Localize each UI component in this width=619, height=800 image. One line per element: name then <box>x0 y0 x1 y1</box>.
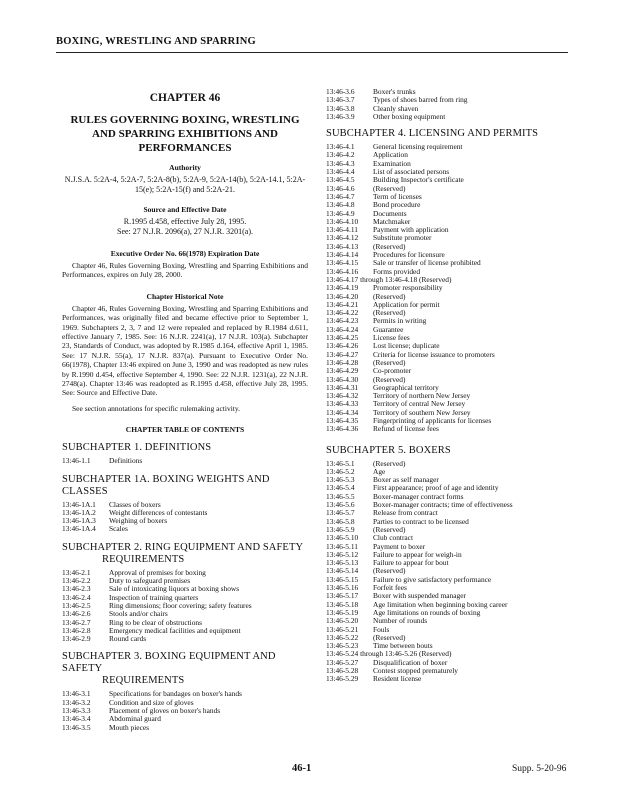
section-title: Guarantee <box>373 324 404 334</box>
section-title: Term of licenses <box>373 191 422 201</box>
section-number: 13:46-5.20 <box>326 616 359 626</box>
section-number: 13:46-5.19 <box>326 607 359 617</box>
toc-row <box>326 376 574 384</box>
section-title: First appearance; proof of age and identity <box>373 483 499 493</box>
section-title: Territory of central New Jersey <box>373 399 466 409</box>
toc-row <box>326 201 574 209</box>
toc-row <box>326 667 574 675</box>
section-number: 13:46-2.6 <box>62 609 91 619</box>
section-title: Bond procedure <box>373 200 421 210</box>
toc-row <box>326 326 574 334</box>
section-title: Boxer-manager contracts; time of effectiveness <box>373 500 513 510</box>
section-number: 13:46-4.36 <box>326 424 359 434</box>
section-title: Territory of southern New Jersey <box>373 407 471 417</box>
section-number: 13:46-3.6 <box>326 87 355 96</box>
toc-row <box>62 457 308 465</box>
section-title: Emergency medical facilities and equipment <box>109 625 241 635</box>
section-title: Forms provided <box>373 266 421 276</box>
section-number: 13:46-4.6 <box>326 183 355 193</box>
section-title: Club contract <box>373 533 414 543</box>
toc-row <box>326 317 574 325</box>
section-number: 13:46-3.3 <box>62 706 91 716</box>
toc-row <box>326 259 574 267</box>
section-number: 13:46-1A.2 <box>62 507 96 517</box>
section-title: (Reserved) <box>373 357 406 367</box>
subchapter-title <box>62 474 308 498</box>
section-number: 13:46-4.33 <box>326 399 359 409</box>
section-title: Specifications for bandages on boxer's hands <box>109 689 242 699</box>
section-number: 13:46-5.22 <box>326 632 359 642</box>
toc-row <box>326 609 574 617</box>
executive-order-text: Chapter 46, Rules Governing Boxing, Wrestling and Sparring Exhibitions and Performances, expires on July 28, 2000. <box>62 261 308 280</box>
section-title: License fees <box>373 333 410 343</box>
toc-row <box>62 635 308 643</box>
subchapter-title-text: SUBCHAPTER 4. LICENSING AND PERMITS <box>326 128 539 140</box>
annotations-note: See section annotations for specific rulemaking activity. <box>72 403 241 413</box>
section-number: 13:46-5.7 <box>326 508 355 518</box>
toc-row <box>326 218 574 226</box>
section-title: Placement of gloves on boxer's hands <box>109 706 221 716</box>
source-line-1: R.1995 d.458, effective July 28, 1995. <box>123 217 247 226</box>
toc-row <box>326 675 574 683</box>
toc-row <box>326 551 574 559</box>
toc-row <box>326 617 574 625</box>
right-subchapter-list <box>326 128 574 683</box>
section-number: 13:46-3.1 <box>62 689 91 699</box>
toc-row <box>326 417 574 425</box>
section-number: 13:46-2.1 <box>62 567 91 577</box>
section-number: 13:46-5.6 <box>326 500 355 510</box>
chapter-number: CHAPTER 46 <box>149 92 221 104</box>
authority-text: N.J.S.A. 5:2A-4, 5:2A-7, 5:2A-8(b), 5:2A-9, 5:2A-14(b), 5:2A-14.1, 5:2A-15(e); 5:2A-15(f) and 5:2A-21. <box>64 175 306 194</box>
section-title: Contest stopped prematurely <box>373 666 458 675</box>
subchapter-title <box>62 651 308 687</box>
toc-row <box>326 518 574 526</box>
section-title: Application for permit <box>373 299 440 309</box>
subchapter-title <box>326 445 574 457</box>
section-number: 13:46-2.3 <box>62 584 91 594</box>
section-number: 13:46-5.2 <box>326 466 355 476</box>
section-title: Sale or transfer of license prohibited <box>373 258 481 268</box>
section-number: 13:46-4.25 <box>326 333 359 343</box>
toc-row <box>62 707 308 715</box>
section-title: Geographical territory <box>373 382 439 392</box>
section-number: 13:46-5.17 <box>326 591 359 601</box>
section-number: 13:46-5.15 <box>326 574 359 584</box>
section-number: 13:46-4.19 <box>326 283 359 293</box>
section-number: 13:46-4.1 <box>326 142 355 152</box>
section-number: 13:46-4.30 <box>326 374 359 384</box>
section-title: Sale of intoxicating liquors at boxing shows <box>109 584 240 594</box>
section-number: 13:46-4.5 <box>326 175 355 185</box>
section-number: 13:46-4.26 <box>326 341 359 351</box>
section-number: 13:46-4.16 <box>326 266 359 276</box>
section-number: 13:46-1A.4 <box>62 524 96 534</box>
section-title: Inspection of training quarters <box>109 592 199 602</box>
section-title: Examination <box>373 158 411 168</box>
section-number: 13:46-4.11 <box>326 225 358 235</box>
section-title: Weight differences of contestants <box>109 507 208 517</box>
toc-row <box>326 367 574 375</box>
section-number: 13:46-2.2 <box>62 576 91 586</box>
section-title: Age limitation when beginning boxing career <box>373 599 508 609</box>
section-title: Forfeit fees <box>373 583 407 593</box>
toc-range-row: 13:46-4.17 through 13:46-4.18 (Reserved) <box>326 274 452 284</box>
section-title: (Reserved) <box>373 183 406 193</box>
section-title: Weighing of boxers <box>109 516 168 526</box>
section-number: 13:46-4.29 <box>326 366 359 376</box>
section-title: (Reserved) <box>373 524 406 534</box>
section-title: Release from contract <box>373 508 438 518</box>
toc-row <box>326 210 574 218</box>
section-title: Matchmaker <box>373 216 411 226</box>
section-number: 13:46-4.23 <box>326 316 359 326</box>
section-number: 13:46-4.24 <box>326 324 359 334</box>
section-title: Territory of northern New Jersey <box>373 391 471 401</box>
historical-note-heading: Chapter Historical Note <box>146 291 224 301</box>
section-number: 13:46-5.13 <box>326 558 359 568</box>
section-title: Boxer-manager contract forms <box>373 491 464 501</box>
section-number: 13:46-4.27 <box>326 349 359 359</box>
section-number: 13:46-2.9 <box>62 634 91 644</box>
section-number: 13:46-2.7 <box>62 617 91 627</box>
toc-row <box>326 193 574 201</box>
section-number: 13:46-4.28 <box>326 357 359 367</box>
section-title: Scales <box>109 524 128 534</box>
section-list <box>62 690 308 731</box>
authority-heading: Authority <box>169 163 201 172</box>
section-number: 13:46-5.23 <box>326 641 359 651</box>
section-title: Disqualification of boxer <box>373 657 448 667</box>
section-title: Age <box>373 466 386 476</box>
toc-row <box>326 243 574 251</box>
section-title: Number of rounds <box>373 616 428 626</box>
section-number: 13:46-4.21 <box>326 299 359 309</box>
section-number: 13:46-4.22 <box>326 308 359 318</box>
section-number: 13:46-5.9 <box>326 524 355 534</box>
source-heading: Source and Effective Date <box>143 205 227 214</box>
section-number: 13:46-5.4 <box>326 483 355 493</box>
section-title: Boxer as self manager <box>373 475 439 485</box>
section-number: 13:46-4.32 <box>326 391 359 401</box>
section-number: 13:46-5.1 <box>326 458 355 468</box>
section-title: Fouls <box>373 624 390 634</box>
section-number: 13:46-3.5 <box>62 722 91 732</box>
toc-row <box>62 517 308 525</box>
section-title: Duty to safeguard premises <box>109 576 191 586</box>
toc-row <box>326 160 574 168</box>
section-number: 13:46-1A.3 <box>62 516 96 526</box>
toc-row <box>326 96 574 104</box>
toc-row <box>326 301 574 309</box>
toc-row <box>326 526 574 534</box>
toc-row <box>326 576 574 584</box>
subchapter-title <box>62 442 308 454</box>
section-number: 13:46-4.8 <box>326 200 355 210</box>
subchapter-title-text: SUBCHAPTER 1. DEFINITIONS <box>62 442 212 454</box>
toc-row <box>62 525 308 533</box>
toc-row <box>326 113 574 121</box>
toc-row <box>326 425 574 433</box>
left-column <box>62 92 308 732</box>
subchapter-title-text: SUBCHAPTER 5. BOXERS <box>326 444 451 456</box>
subchapter-title <box>62 542 308 566</box>
toc-row <box>326 293 574 301</box>
toc-row <box>326 226 574 234</box>
toc-row <box>326 468 574 476</box>
section-title: Boxer's trunks <box>373 87 416 96</box>
section-title: Building Inspector's certificate <box>373 175 464 185</box>
section-title: Cleanly shaven <box>373 103 419 113</box>
section-title: Documents <box>373 208 407 218</box>
section-title: Time between bouts <box>373 641 433 651</box>
section-number: 13:46-5.14 <box>326 566 359 576</box>
section-number: 13:46-3.9 <box>326 111 355 121</box>
toc-row <box>326 460 574 468</box>
toc-row <box>62 715 308 723</box>
left-subchapter-list <box>62 442 308 732</box>
section-number: 13:46-5.12 <box>326 549 359 559</box>
section-number: 13:46-5.28 <box>326 666 359 675</box>
section-title: Approval of premises for boxing <box>109 567 206 577</box>
section-number: 13:46-5.21 <box>326 624 359 634</box>
section-number: 13:46-3.8 <box>326 103 355 113</box>
toc-row <box>326 284 574 292</box>
section-number: 13:46-1A.1 <box>62 499 96 509</box>
section-number: 13:46-4.3 <box>326 158 355 168</box>
section-title: List of associated persons <box>373 167 450 177</box>
section-list <box>326 143 574 433</box>
section-number: 13:46-4.13 <box>326 241 359 251</box>
section-title: Co-promoter <box>373 366 412 376</box>
section-title: (Reserved) <box>373 566 406 576</box>
section-number: 13:46-5.8 <box>326 516 355 526</box>
section-title: (Reserved) <box>373 374 406 384</box>
section-title: Resident license <box>373 674 422 684</box>
subchapter-title-text: SUBCHAPTER 2. RING EQUIPMENT AND SAFETY <box>62 541 304 553</box>
toc-row <box>62 724 308 732</box>
subchapter-title-text: SUBCHAPTER 3. BOXING EQUIPMENT AND SAFETY <box>62 651 276 675</box>
right-column <box>326 88 574 684</box>
executive-order-heading: Executive Order No. 66(1978) Expiration Date <box>110 249 260 258</box>
toc-row <box>326 105 574 113</box>
section-number: 13:46-5.16 <box>326 583 359 593</box>
section-number: 13:46-4.2 <box>326 150 355 160</box>
toc-heading: CHAPTER TABLE OF CONTENTS <box>125 425 245 435</box>
subchapter-title-continuation: REQUIREMENTS <box>102 675 185 687</box>
section-title: Ring to be clear of obstructions <box>109 617 202 627</box>
section-list <box>62 569 308 644</box>
continued-section-list <box>326 88 574 121</box>
section-title: Refund of license fees <box>373 424 439 434</box>
section-title: Application <box>373 150 408 160</box>
section-number: 13:46-4.9 <box>326 208 355 218</box>
section-title: Types of shoes barred from ring <box>373 95 468 105</box>
section-number: 13:46-5.11 <box>326 541 358 551</box>
section-number: 13:46-4.35 <box>326 415 359 425</box>
section-list <box>326 460 574 684</box>
section-title: General licensing requirement <box>373 142 463 152</box>
toc-row <box>326 626 574 634</box>
section-title: Mouth pieces <box>109 722 150 732</box>
toc-row <box>326 351 574 359</box>
section-title: (Reserved) <box>373 308 406 318</box>
toc-row <box>326 501 574 509</box>
toc-row <box>62 602 308 610</box>
section-title: (Reserved) <box>373 632 406 642</box>
section-number: 13:46-4.4 <box>326 167 355 177</box>
section-number: 13:46-5.3 <box>326 475 355 485</box>
section-title: Failure to appear for bout <box>373 558 449 568</box>
section-number: 13:46-4.7 <box>326 191 355 201</box>
section-number: 13:46-2.4 <box>62 592 91 602</box>
section-number: 13:46-3.7 <box>326 95 355 105</box>
toc-row <box>326 559 574 567</box>
section-title: Age limitations on rounds of boxing <box>373 607 481 617</box>
section-title: Round cards <box>109 634 147 644</box>
page-number: 46-1 <box>292 763 312 774</box>
subchapter-title <box>326 128 574 140</box>
toc-range-row: 13:46-5.24 through 13:46-5.26 (Reserved) <box>326 649 452 659</box>
section-number: 13:46-4.12 <box>326 233 359 243</box>
section-title: Fingerprinting of applicants for licenses <box>373 415 492 425</box>
section-list <box>62 501 308 534</box>
section-title: (Reserved) <box>373 241 406 251</box>
section-title: Classes of boxers <box>109 499 161 509</box>
section-number: 13:46-4.15 <box>326 258 359 268</box>
section-number: 13:46-5.29 <box>326 674 359 684</box>
section-number: 13:46-4.20 <box>326 291 359 301</box>
running-header: BOXING, WRESTLING AND SPARRING <box>56 36 256 47</box>
toc-row <box>62 627 308 635</box>
section-title: Abdominal guard <box>109 714 161 724</box>
section-title: Criteria for license issuance to promoters <box>373 349 495 359</box>
section-number: 13:46-4.31 <box>326 382 359 392</box>
section-title: Promoter responsibility <box>373 283 443 293</box>
section-title: (Reserved) <box>373 458 406 468</box>
toc-row <box>326 534 574 542</box>
section-list <box>62 457 308 465</box>
section-title: Other boxing equipment <box>373 111 446 121</box>
source-line-2: See: 27 N.J.R. 2096(a), 27 N.J.R. 3201(a). <box>117 227 253 236</box>
toc-row <box>326 359 574 367</box>
section-number: 13:46-5.18 <box>326 599 359 609</box>
toc-row <box>326 234 574 242</box>
section-title: Ring dimensions; floor covering; safety features <box>109 600 252 610</box>
section-number: 13:46-4.34 <box>326 407 359 417</box>
section-title: Stools and/or chairs <box>109 609 168 619</box>
section-number: 13:46-2.8 <box>62 625 91 635</box>
section-number: 13:46-5.10 <box>326 533 359 543</box>
section-title: Boxer with suspended manager <box>373 591 466 601</box>
subchapter-title-continuation: REQUIREMENTS <box>102 553 185 565</box>
section-number: 13:46-5.27 <box>326 657 359 667</box>
toc-row <box>326 176 574 184</box>
section-title: Parties to contract to be licensed <box>373 516 469 526</box>
supplement-date: Supp. 5-20-96 <box>512 764 567 774</box>
chapter-title: RULES GOVERNING BOXING, WRESTLING AND SPARRING EXHIBITIONS AND PERFORMANCES <box>70 114 300 154</box>
toc-row <box>62 509 308 517</box>
section-title: Permits in writing <box>373 316 427 326</box>
toc-row <box>326 143 574 151</box>
section-number: 13:46-2.5 <box>62 600 91 610</box>
subchapter-title-text: SUBCHAPTER 1A. BOXING WEIGHTS AND CLASSES <box>62 473 270 497</box>
section-title: Substitute promoter <box>373 233 432 243</box>
toc-row <box>326 151 574 159</box>
section-title: Procedures for licensure <box>373 250 445 260</box>
section-title: (Reserved) <box>373 291 406 301</box>
section-number: 13:46-4.10 <box>326 216 359 226</box>
section-title: Failure to appear for weigh-in <box>373 549 462 559</box>
section-title: Payment with application <box>373 225 449 235</box>
header-rule <box>56 52 568 53</box>
section-number: 13:46-4.14 <box>326 250 359 260</box>
section-number: 13:46-1.1 <box>62 456 91 466</box>
section-title: Payment to boxer <box>373 541 426 551</box>
historical-note-text: Chapter 46, Rules Governing Boxing, Wrestling and Sparring Exhibitions and Performances, was originally filed and became effective prior to September 1, 1969. Subchapters 2, 3, 7 and 12 were repealed and replaced by R.1984 d.611, effective January 7, 1985. See: 16 N.J.R. 2241(a), 17 N.J.R. 103(a). Subchapter 23, Standards of Conduct, was adopted by R.1985 d.164, effective April 1, 1985. See: 17 N.J.R. 55(a), 17 N.J.R. 837(a). Pursuant to Executive Order No. 66(1978), Chapter 13:46 expired on June 3, 1990 and was readopted as new rules by R.1990 d.454, effective September 4, 1990. See: 22 N.J.R. 1231(a), 22 N.J.R. 2748(a). Chapter 13:46 was readopted as R.1995 d.458, effective July 28, 1995. See: Source and Effective Date. <box>62 303 308 398</box>
toc-row <box>326 309 574 317</box>
section-title: Definitions <box>109 456 143 466</box>
section-number: 13:46-3.2 <box>62 697 91 707</box>
section-title: Condition and size of gloves <box>109 697 194 707</box>
section-number: 13:46-3.4 <box>62 714 91 724</box>
toc-row <box>326 334 574 342</box>
section-number: 13:46-5.5 <box>326 491 355 501</box>
section-title: Failure to give satisfactory performance <box>373 574 492 584</box>
section-title: Lost license; duplicate <box>373 341 440 351</box>
toc-row <box>326 185 574 193</box>
toc-row <box>326 634 574 642</box>
